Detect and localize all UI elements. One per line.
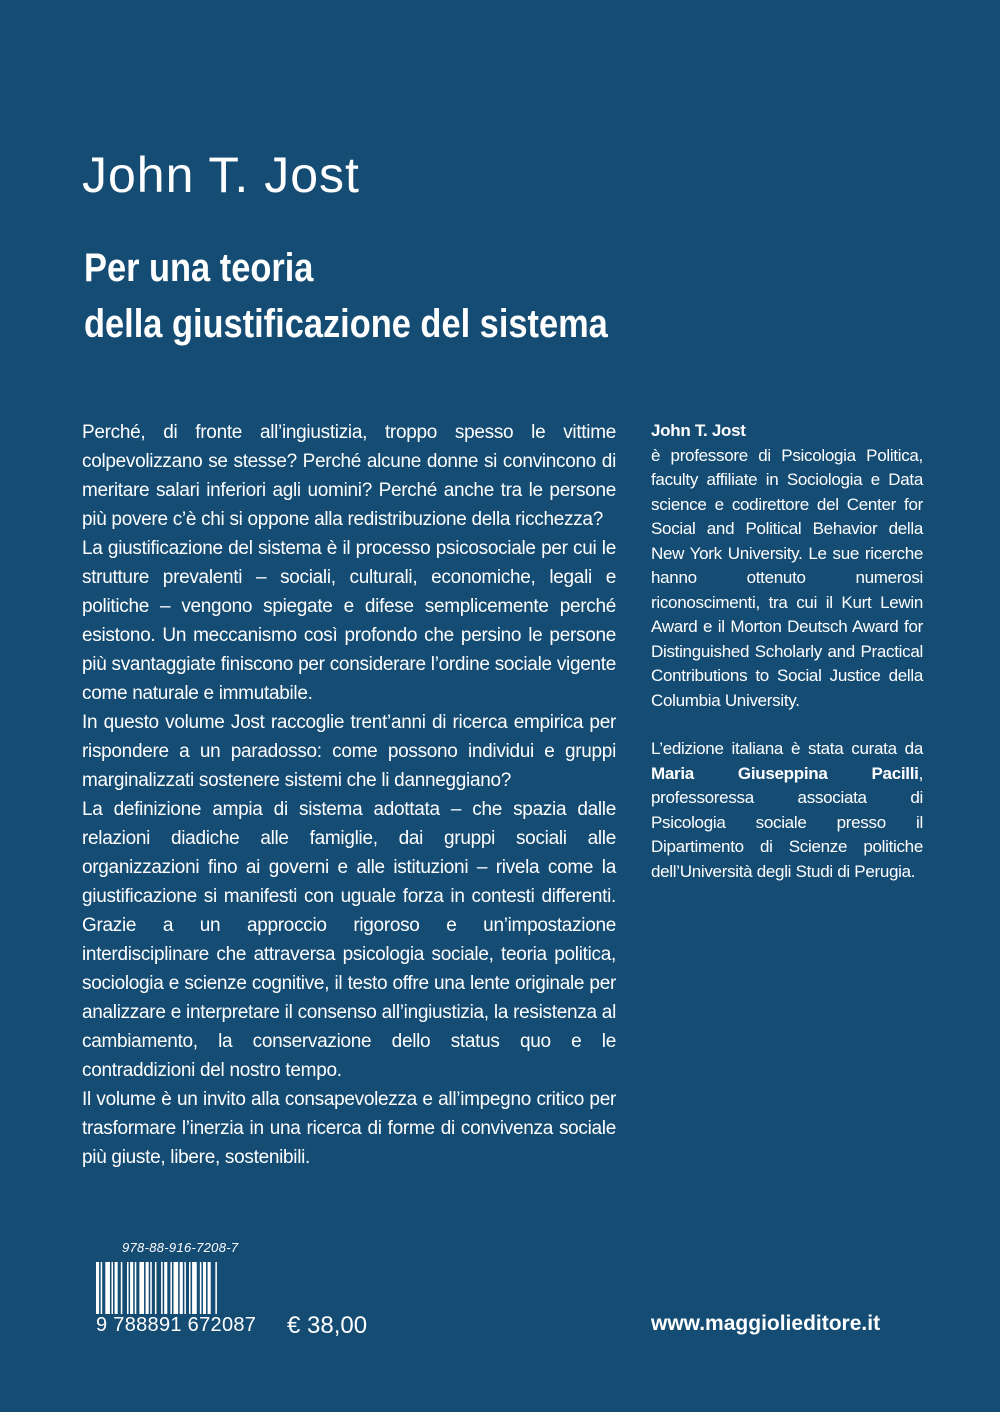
- barcode-icon: [96, 1262, 250, 1314]
- book-title: [84, 240, 608, 352]
- blurb-paragraph: In questo volume Jost raccoglie trent’anni di ricerca empirica per rispondere a un paradosso: come possono individui e gruppi marginalizzati sostenere sistemi che li danneggiano?: [82, 712, 616, 791]
- author-bio-column: [651, 419, 923, 884]
- publisher-website: www.maggiolieditore.it: [651, 1312, 881, 1335]
- barcode-digits: 9 788891 672087: [96, 1314, 257, 1336]
- book-title-line-2: della giustificazione del sistema: [84, 302, 608, 346]
- isbn-label: 978-88-916-7208-7: [122, 1240, 239, 1255]
- author-name: John T. Jost: [82, 147, 360, 203]
- bio-text: è professore di Psicologia Politica, faculty affiliate in Sociologia e Data science e codirettore del Center for Social and Political Behavior della New York University. Le sue ricerche hanno ottenuto numerosi riconoscimenti, tra cui il Kurt Lewin Award e il Morton Deutsch Award for Distinguished Scholarly and Practical Contributions to Social Justice della Columbia University.: [651, 445, 923, 710]
- blurb: [82, 418, 616, 1172]
- editor-suffix: , professoressa associata di Psicologia sociale presso il Dipartimento di Scienze politiche dell’Università degli Studi di Perugia.: [651, 763, 923, 881]
- editor-name: Maria Giuseppina Pacilli: [651, 763, 919, 783]
- blurb-paragraph: Il volume è un invito alla consapevolezza e all’impegno critico per trasformare l’inerzia in una ricerca di forme di convivenza sociale più giuste, libere, sostenibili.: [82, 1089, 616, 1168]
- price: € 38,00: [287, 1312, 368, 1339]
- editor-note: [651, 737, 923, 884]
- blurb-paragraph: La giustificazione del sistema è il processo psicosociale per cui le strutture prevalenti – sociali, culturali, economiche, legali e politiche – vengono spiegate e difese semplicemente perché esistono. Un meccanismo così profondo che persino le persone più svantaggiate finiscono per considerare l’ordine sociale vigente come naturale e immutabile.: [82, 538, 616, 704]
- editor-prefix: L’edizione italiana è stata curata da: [651, 739, 923, 758]
- blurb-paragraph: Perché, di fronte all’ingiustizia, troppo spesso le vittime colpevolizzano se stesse? Perché alcune donne si convincono di meritare salari inferiori agli uomini? Perché anche tra le persone più povere c’è chi si oppone alla redistribuzione della ricchezza?: [82, 422, 616, 530]
- blurb-paragraph: La definizione ampia di sistema adottata – che spazia dalle relazioni diadiche alle famiglie, dai gruppi sociali alle organizzazioni fino ai governi e alle istituzioni – rivela come la giustificazione si manifesti con uguale forza in contesti differenti. Grazie a un approccio rigoroso e un’impostazione interdisciplinare che attraversa psicologia sociale, teoria politica, sociologia e scienze cognitive, il testo offre una lente originale per analizzare e interpretare il consenso all’ingiustizia, la resistenza al cambiamento, la conservazione dello status quo e le contraddizioni del nostro tempo.: [82, 799, 616, 1081]
- author-bio: [651, 419, 923, 713]
- book-title-line-1: Per una teoria: [84, 246, 314, 290]
- bio-author-name: John T. Jost: [651, 421, 746, 440]
